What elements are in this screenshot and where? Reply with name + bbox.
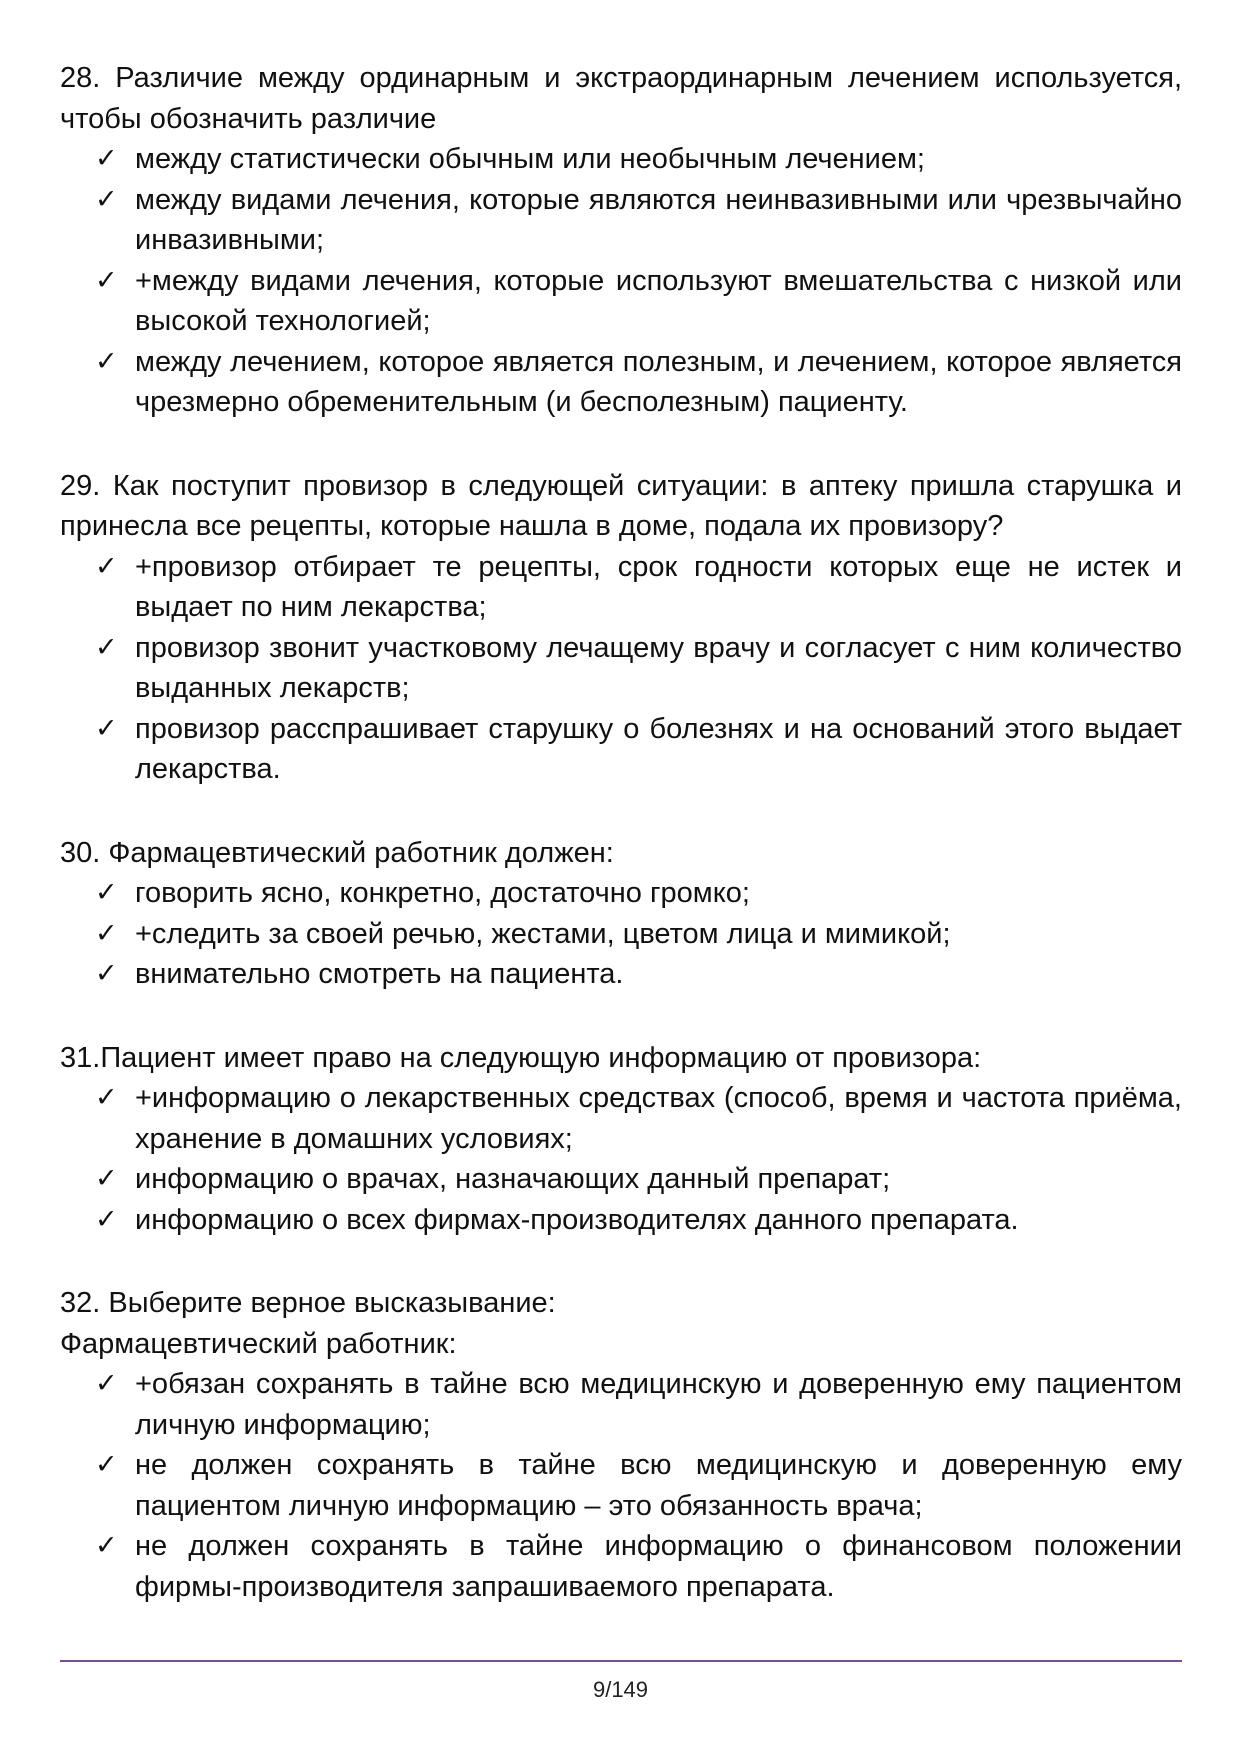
checkmark-icon: ✓ [95, 1163, 118, 1194]
answer-text: между видами лечения, которые являются неинвазивными или чрезвычайно инвазивными; [135, 183, 1182, 256]
answer-item [95, 628, 1182, 709]
answer-text: не должен сохранять в тайне информацию о финансовом положении фирмы-производителя запрашиваемого препарата. [135, 1530, 1182, 1603]
answer-text: +следить за своей речью, жестами, цветом лица и мимикой; [135, 917, 951, 950]
answer-item [95, 709, 1182, 790]
answer-text: +обязан сохранять в тайне всю медицинскую и доверенную ему пациентом личную информацию; [135, 1368, 1182, 1441]
checkmark-icon: ✓ [95, 917, 118, 949]
checkmark-icon: ✓ [95, 264, 118, 296]
question-30 [60, 833, 1182, 995]
answer-text: +провизор отбирает те рецепты, срок годности которых еще не истек и выдает по ним лекарства; [135, 550, 1182, 623]
checkmark-icon: ✓ [95, 631, 118, 663]
checkmark-icon: ✓ [95, 877, 118, 908]
question-31 [60, 1038, 1182, 1241]
page-content [60, 58, 1182, 1650]
answer-list [60, 139, 1182, 423]
answer-item [95, 139, 1182, 180]
question-text: 31.Пациент имеет право на следующую информацию от провизора: [60, 1041, 982, 1074]
checkmark-icon: ✓ [95, 1203, 118, 1235]
answer-text: +информацию о лекарственных средствах (способ, время и частота приёма, хранение в домашних условиях; [135, 1082, 1182, 1155]
answer-text: провизор расспрашивает старушку о болезнях и на оснований этого выдает лекарства. [135, 712, 1182, 785]
answer-list [60, 1078, 1182, 1240]
answer-item [95, 954, 1182, 995]
answer-text: информацию о врачах, назначающих данный препарат; [135, 1163, 891, 1195]
footer-divider [60, 1660, 1182, 1662]
answer-text: говорить ясно, конкретно, достаточно громко; [135, 877, 750, 909]
answer-list [60, 1364, 1182, 1607]
question-29 [60, 466, 1182, 790]
answer-item [95, 1526, 1182, 1607]
checkmark-icon: ✓ [95, 1368, 118, 1399]
checkmark-icon: ✓ [95, 1449, 118, 1480]
question-subtext: Фармацевтический работник: [60, 1327, 457, 1360]
question-text: 30. Фармацевтический работник должен: [60, 836, 614, 869]
checkmark-icon: ✓ [95, 1530, 118, 1561]
checkmark-icon: ✓ [95, 1082, 118, 1113]
checkmark-icon: ✓ [95, 958, 118, 989]
answer-item [95, 547, 1182, 628]
question-text: 29. Как поступит провизор в следующей ситуации: в аптеку пришла старушка и принесла все рецепты, которые нашла в доме, подала их провизору? [60, 469, 1182, 542]
question-text: 28. Различие между ординарным и экстраординарным лечением используется, чтобы обозначить различие [60, 62, 1182, 135]
checkmark-icon: ✓ [95, 183, 118, 215]
answer-text: между статистически обычным или необычным лечением; [135, 143, 925, 175]
question-text: 32. Выберите верное высказывание: [60, 1287, 556, 1319]
answer-list [60, 547, 1182, 790]
answer-text: внимательно смотреть на пациента. [135, 958, 624, 990]
answer-item [95, 342, 1182, 423]
answer-item [95, 1445, 1182, 1526]
checkmark-icon: ✓ [95, 345, 118, 377]
question-28 [60, 58, 1182, 423]
page-number: 9/149 [592, 1677, 649, 1702]
answer-item [95, 873, 1182, 914]
answer-item [95, 1078, 1182, 1159]
answer-list [60, 873, 1182, 995]
answer-item [95, 1200, 1182, 1241]
question-32 [60, 1283, 1182, 1607]
answer-text: между лечением, которое является полезным, и лечением, которое является чрезмерно обременительным (и бесполезным) пациенту. [135, 345, 1182, 418]
checkmark-icon: ✓ [95, 712, 118, 744]
answer-item [95, 1364, 1182, 1445]
answer-text: провизор звонит участковому лечащему врачу и согласует с ним количество выданных лекарств; [135, 631, 1182, 704]
answer-item [95, 261, 1182, 342]
answer-item [95, 914, 1182, 955]
checkmark-icon: ✓ [95, 550, 118, 582]
answer-text: информацию о всех фирмах-производителях данного препарата. [135, 1203, 1019, 1236]
answer-item [95, 1159, 1182, 1200]
answer-item [95, 180, 1182, 261]
checkmark-icon: ✓ [95, 143, 118, 174]
answer-text: +между видами лечения, которые используют вмешательства с низкой или высокой технологией; [135, 264, 1182, 337]
answer-text: не должен сохранять в тайне всю медицинскую и доверенную ему пациентом личную информацию – это обязанность врача; [135, 1449, 1182, 1522]
